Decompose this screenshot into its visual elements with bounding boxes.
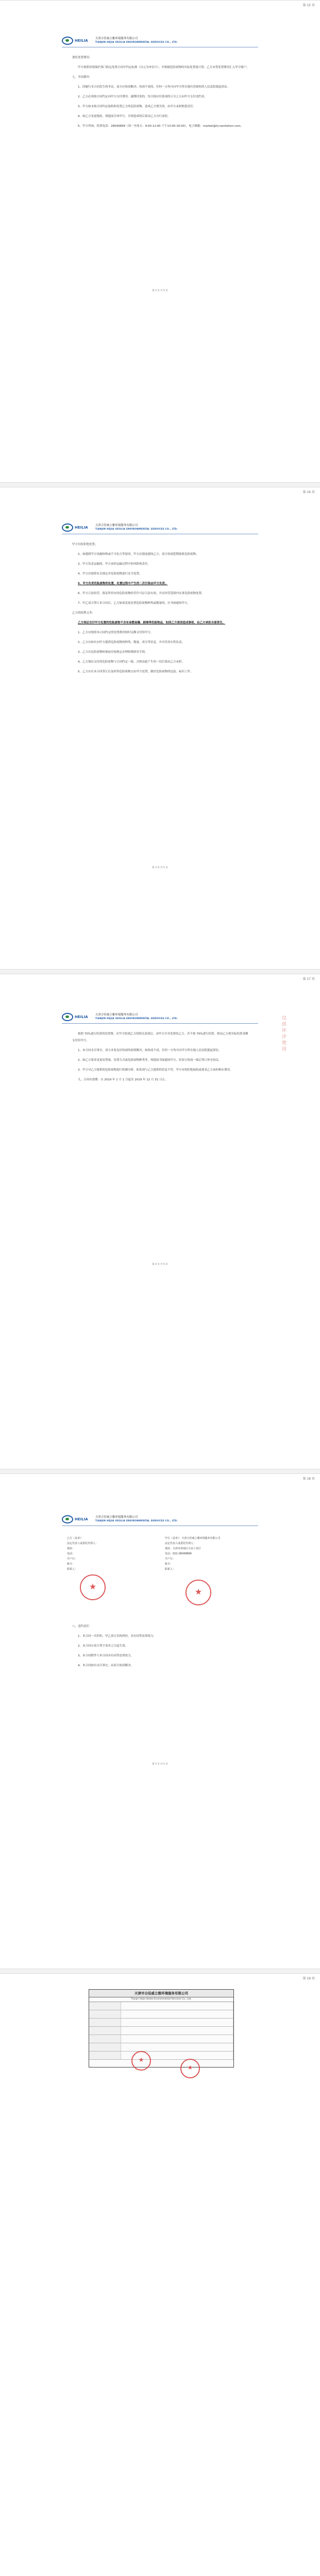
paragraph: 2、本合同自双方签字盖章之日起生效。 (78, 1645, 128, 1648)
company-name-cn: 天津合佳威立雅环境服务有限公司 (95, 1013, 138, 1016)
paragraph: 6、甲方合法经营，保证所持有的危险废物经营许可证合法有效，并在经营范围内从事危险废物处置。 (78, 592, 205, 595)
party-a-line: 地址：天津市津南区小站工业区 (165, 1547, 201, 1550)
page-number: 第 18 页 (302, 1477, 315, 1481)
company-logo-icon (62, 37, 73, 45)
paragraph: 5、乙方应在本合同签订后及时将危险废物交由甲方处置，做好危险废物的包装、标识工作。 (78, 670, 193, 673)
paragraph: 按照 70%进行结算的处置费，在甲方收到乙方的相关款项后，由甲方开具发票给乙方。若不按 70%进行结算，则由乙方按实际结算金额支付给甲方。 (72, 1032, 248, 1042)
license-row (89, 2052, 233, 2060)
company-name-en: TIANJIN HEJIA VEOLIA ENVIRONMENTAL SERVICES CO., LTD. (95, 528, 178, 531)
company-name-cn: 天津合佳威立雅环境服务有限公司 (95, 524, 138, 527)
party-b-line: 电话： (67, 1552, 75, 1555)
paragraph: 1、本合同一式四份，甲乙双方各执两份，具有同等法律效力。 (78, 1635, 157, 1638)
company-logo-icon (62, 1013, 73, 1021)
letterhead (62, 1013, 178, 1021)
logo-text: HEILIA (75, 39, 88, 43)
paragraph: 乙方的权利义务： (72, 612, 95, 615)
paragraph: 八、违约责任： (72, 1625, 92, 1628)
license-row (89, 2027, 233, 2035)
page-footer: 第 5 页 共 5 页 (152, 1763, 168, 1766)
party-a-block (165, 1536, 268, 1572)
emphasized-paragraph: 乙方保证交付甲方处置的危险废物不含有易燃易爆、剧毒等危险物品，如因乙方原因造成事故，由乙方承担全部责任。 (78, 621, 226, 624)
logo-text: HEILIA (75, 526, 88, 530)
paragraph: 4、本合同如有未尽事宜，由双方协商解决。 (78, 1664, 134, 1667)
document-page-2 (0, 487, 320, 970)
company-seal-stamp (186, 1580, 211, 1605)
paragraph: 3、甲方负责运输的，甲方承担运输过程中的风险和责任。 (78, 563, 151, 566)
party-a-line: 甲方（盖章）：天津合佳威立雅环境服务有限公司 (165, 1537, 221, 1540)
company-name-en: TIANJIN HEJIA VEOLIA ENVIRONMENTAL SERVICES CO., LTD. (95, 41, 178, 44)
paragraph: 甲方按照环境保护部门收运处置合同中约定标准（以元为单位计），并根据危险废物的实际处置量计算，乙方应将处置费用汇入甲方账户。 (78, 66, 249, 69)
page-body (72, 541, 250, 679)
party-a-line: 账号： (165, 1563, 173, 1566)
page-footer: 第 4 页 共 5 页 (152, 1263, 168, 1266)
paragraph: 2、乙方应如实向甲方提供危险废物的种类、数量、成分等信息，并对其真实性负责。 (78, 641, 185, 644)
paragraph: 2、如乙方要求变更处置量、处置方式或危险废物种类等，须提前书面通知甲方，经双方协商一致后签订补充协议。 (78, 1059, 222, 1062)
party-a-line: 开户行： (165, 1557, 176, 1561)
party-b-block (67, 1536, 170, 1572)
emphasized-paragraph: 5、甲方负责危险废物的处置，处置过程中产生的二次污染由甲方负责。 (78, 582, 168, 585)
paragraph: 1、因履行本合同发生的争议，双方应协商解决；协商不成的，任何一方均可向甲方所在地有管辖权的人民法院提起诉讼。 (78, 86, 230, 89)
page-body (72, 1623, 250, 1672)
page-number: 第 16 页 (302, 490, 315, 494)
page-footer: 第 3 页 共 5 页 (152, 867, 168, 869)
paragraph: 九、合同有效期：自 2019 年 1 月 1 日起至 2019 年 12 月 31 日止。 (78, 1078, 168, 1081)
paragraph: 委托处置费用： (72, 56, 92, 59)
company-name-en: TIANJIN HEJIA VEOLIA ENVIRONMENTAL SERVICES CO., LTD. (95, 1018, 178, 1020)
document-page-1 (0, 0, 320, 483)
party-b-line: 开户行： (67, 1557, 78, 1561)
logo-text: HEILIA (75, 1015, 88, 1019)
paragraph: 1、乙方应按照本合同约定的处置费用按时足额支付给甲方。 (78, 631, 154, 634)
paragraph: 2、如遇到甲方设施检修或不可抗力等原因，甲方应提前通知乙方，双方协商延期接收危险废物。 (78, 553, 199, 556)
license-row (89, 2035, 233, 2043)
paragraph: 3、本合同附件与本合同具有同等法律效力。 (78, 1654, 134, 1657)
business-license-image (89, 1989, 234, 2067)
document-page-3 (0, 974, 320, 1469)
paragraph: 5、甲方咨询、投诉电话：28049899（周一至周五：9:00-12:00 下午13:00-16:00），电子邮箱：market@hj-sanitation.com。 (78, 125, 244, 128)
license-subtitle: Tianjin Hejia Veolia Environmental Services Co., Ltd. (89, 1997, 233, 2002)
logo-text: HEILIA (75, 1517, 88, 1521)
paragraph: 3、甲方对乙方提供的危险废物进行检测分析，如发现与乙方提供的信息不符，甲方有权拒绝接收或要求乙方承担相应费用。 (78, 1069, 233, 1072)
paragraph: 2、乙方必须按合同约定向甲方支付费用，逾期付款的，每日按应付款项的万分之五向甲方支付违约金。 (78, 95, 208, 98)
paragraph: 4、如乙方变更地址，须提前告知甲方，否则造成的后果由乙方自行承担。 (78, 115, 171, 118)
document-page-5 (0, 1973, 320, 2576)
letterhead (62, 1515, 178, 1523)
party-a-line: 电话：022-28049899 (165, 1552, 192, 1555)
license-seal-stamp (131, 2051, 151, 2071)
page-body (72, 55, 250, 133)
company-logo-icon (62, 523, 73, 532)
license-row (89, 2019, 233, 2027)
license-row (89, 2002, 233, 2010)
party-b-line: 地址： (67, 1547, 75, 1550)
paragraph: 4、乙方保证交付的危险废物与合同约定一致，否则由此产生的一切后果由乙方承担。 (78, 660, 185, 664)
license-title: 天津市合佳威立雅环境服务有限公司 (89, 1990, 233, 1997)
party-b-line: 联系人： (67, 1568, 78, 1571)
letterhead (62, 523, 178, 532)
letterhead (62, 37, 178, 45)
paragraph: 3、甲方如未按合同约定接收和处置乙方的危险废物，造成乙方损失的，由甲方承担赔偿责任。 (78, 105, 196, 108)
company-name-cn: 天津合佳威立雅环境服务有限公司 (95, 1516, 138, 1519)
company-name-cn: 天津合佳威立雅环境服务有限公司 (95, 37, 138, 40)
party-a-line: 联系人： (165, 1568, 176, 1571)
paragraph: 1、本合同未尽事宜，双方本着友好协商的原则解决，如协商不成，任何一方均可向甲方所在地人民法院提起诉讼。 (78, 1049, 222, 1052)
paragraph: 甲方有权拒绝处置。 (72, 543, 98, 546)
company-seal-stamp (80, 1574, 106, 1600)
company-name-en: TIANJIN HEJIA VEOLIA ENVIRONMENTAL SERVICES CO., LTD. (95, 1520, 178, 1522)
license-row (89, 2043, 233, 2052)
license-seal-stamp (180, 2059, 200, 2078)
page-footer: 第 2 页 共 5 页 (152, 290, 168, 292)
page-number: 第 17 页 (302, 977, 315, 981)
party-b-line: 账号： (67, 1563, 75, 1566)
party-b-line: 乙方（盖章）： (67, 1537, 84, 1540)
page-number: 第 15 页 (302, 4, 315, 7)
header-rule (62, 1023, 258, 1024)
side-annotation: 仅供 环评 使用 (282, 1016, 287, 1052)
party-a-line: 法定代表人或委托代理人： (165, 1542, 196, 1545)
party-b-line: 法定代表人或委托代理人： (67, 1542, 98, 1545)
paragraph: 7、甲乙双方签订本合同后，乙方如需变更处置危险废物种类或数量的，应书面通知甲方。 (78, 602, 191, 605)
document-page-4 (0, 1473, 320, 1969)
paragraph: 4、甲方应按照有关规定对危险废物进行安全处置。 (78, 572, 142, 575)
paragraph: 七、争议解决： (72, 76, 92, 79)
page-number: 第 19 页 (302, 1977, 315, 1980)
license-row (89, 2010, 233, 2019)
company-logo-icon (62, 1515, 73, 1523)
paragraph: 3、乙方在危险废物转移前应按规定办理转移联单手续。 (78, 651, 148, 654)
page-body (72, 1031, 250, 1087)
